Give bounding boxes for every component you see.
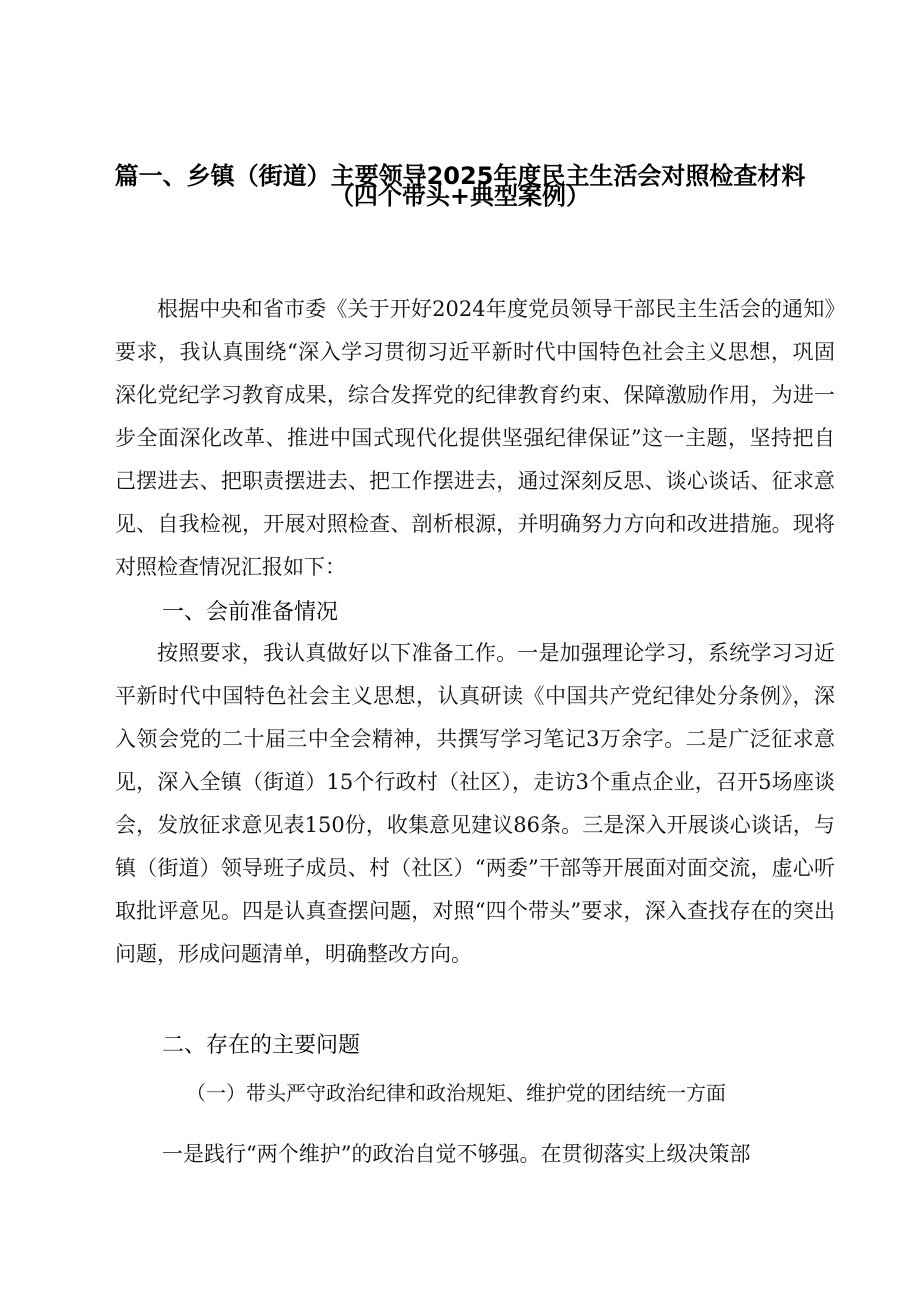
section1-heading: 一、会前准备情况: [162, 600, 339, 625]
document-title-line2: （四个带头+典型案例）: [329, 182, 591, 210]
document-title-line1: 篇一、乡镇（街道）主要领导2025年度民主生活会对照检查材料: [114, 162, 806, 190]
intro-paragraph: 根据中央和省市委《关于开好2024年度党员领导干部民主生活会的通知》要求，我认真围绕“深入学习贯彻习近平新时代中国特色社会主义思想，巩固深化党纪学习教育成果，综合发挥党的纪律教育约束、保障激励作用，为进一步全面深化改革、推进中国式现代化提供坚强纪律保证”这一主题，坚持把自己摆进去、把职责摆进去、把工作摆进去，通过深刻反思、谈心谈话、征求意见、自我检视，开展对照检查、剖析根源，并明确努力方向和改进措施。现将对照检查情况汇报如下：: [115, 297, 835, 579]
subsection1-heading: （一）带头严守政治纪律和政治规矩、维护党的团结统一方面: [186, 1081, 726, 1105]
section2-heading: 二、存在的主要问题: [162, 1033, 361, 1058]
subsection1-first-line: 一是践行“两个维护”的政治自觉不够强。在贯彻落实上级决策部: [162, 1142, 751, 1166]
section1-paragraph: 按照要求，我认真做好以下准备工作。一是加强理论学习，系统学习习近平新时代中国特色社会主义思想，认真研读《中国共产党纪律处分条例》，深入领会党的二十届三中全会精神，共撰写学习笔记3万余字。二是广泛征求意见，深入全镇（街道）15个行政村（社区），走访3个重点企业，召开5场座谈会，发放征求意见表150份，收集意见建议86条。三是深入开展谈心谈话，与镇（街道）领导班子成员、村（社区）“两委”干部等开展面对面交流，虚心听取批评意见。四是认真查摆问题，对照“四个带头”要求，深入查找存在的突出问题，形成问题清单，明确整改方向。: [115, 641, 835, 966]
